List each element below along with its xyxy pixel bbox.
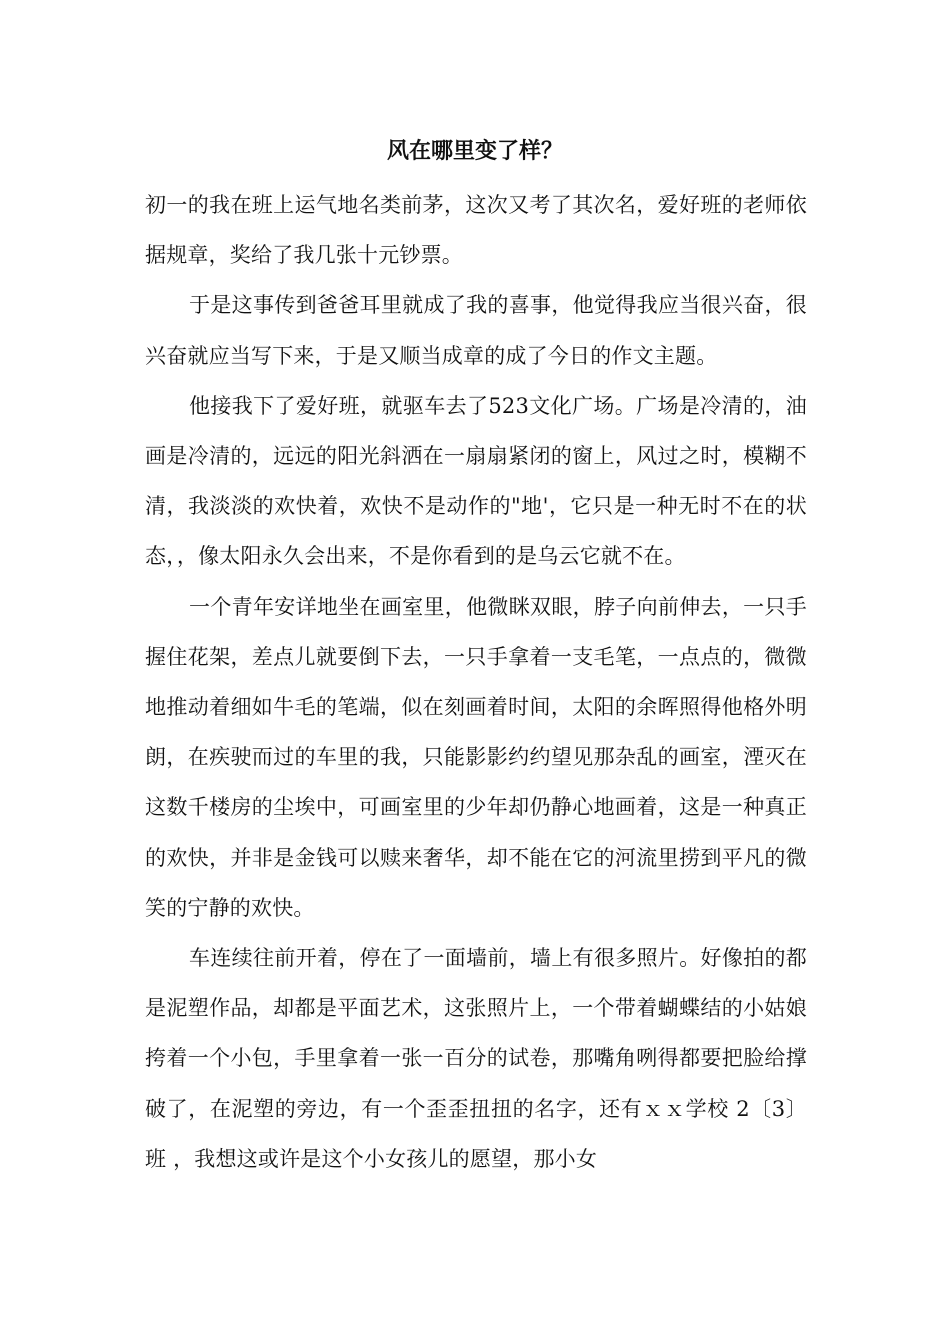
paragraph-4: 一个青年安详地坐在画室里，他微眯双眼，脖子向前伸去，一只手握住花架，差点儿就要倒下去，一只手拿着一支毛笔，一点点的，微微地推动着细如牛毛的笔端，似在刻画着时间，太阳的余晖照得他格外明朗，在疾驶而过的车里的我，只能影影约约望见那杂乱的画室，湮灭在这数千楼房的尘埃中，可画室里的少年却仍静心地画着，这是一种真正的欢快，并非是金钱可以赎来奢华，却不能在它的河流里捞到平凡的微笑的宁静的欢快。 — [145, 594, 807, 920]
document-title: 风在哪里变了样？ — [386, 138, 563, 164]
paragraph-1: 初一的我在班上运气地名类前茅，这次又考了其次名，爱好班的老师依据规章，奖给了我几张十元钞票。 — [145, 193, 807, 268]
paragraph-3: 他接我下了爱好班，就驱车去了523文化广场。广场是冷清的，油画是冷清的，远远的阳光斜洒在一扇扇紧闭的窗上，风过之时，模糊不清，我淡淡的欢快着，欢快不是动作的"地'，它只是一种无时不在的状态，，像太阳永久会出来，不是你看到的是乌云它就不在。 — [145, 393, 807, 569]
paragraph-2: 于是这事传到爸爸耳里就成了我的喜事，他觉得我应当很兴奋，很兴奋就应当写下来，于是又顺当成章的成了今日的作文主题。 — [145, 293, 807, 368]
paragraph-5: 车连续往前开着，停在了一面墙前，墙上有很多照片。好像拍的都是泥塑作品，却都是平面艺术，这张照片上，一个带着蝴蝶结的小姑娘挎着一个小包，手里拿着一张一百分的试卷，那嘴角咧得都要把脸给撑破了，在泥塑的旁边，有一个歪歪扭扭的名字，还有ｘｘ学校 2〔3〕班 ，我想这或许是这个小女孩儿的愿望，那小女 — [145, 946, 807, 1171]
document-body — [145, 180, 807, 1184]
